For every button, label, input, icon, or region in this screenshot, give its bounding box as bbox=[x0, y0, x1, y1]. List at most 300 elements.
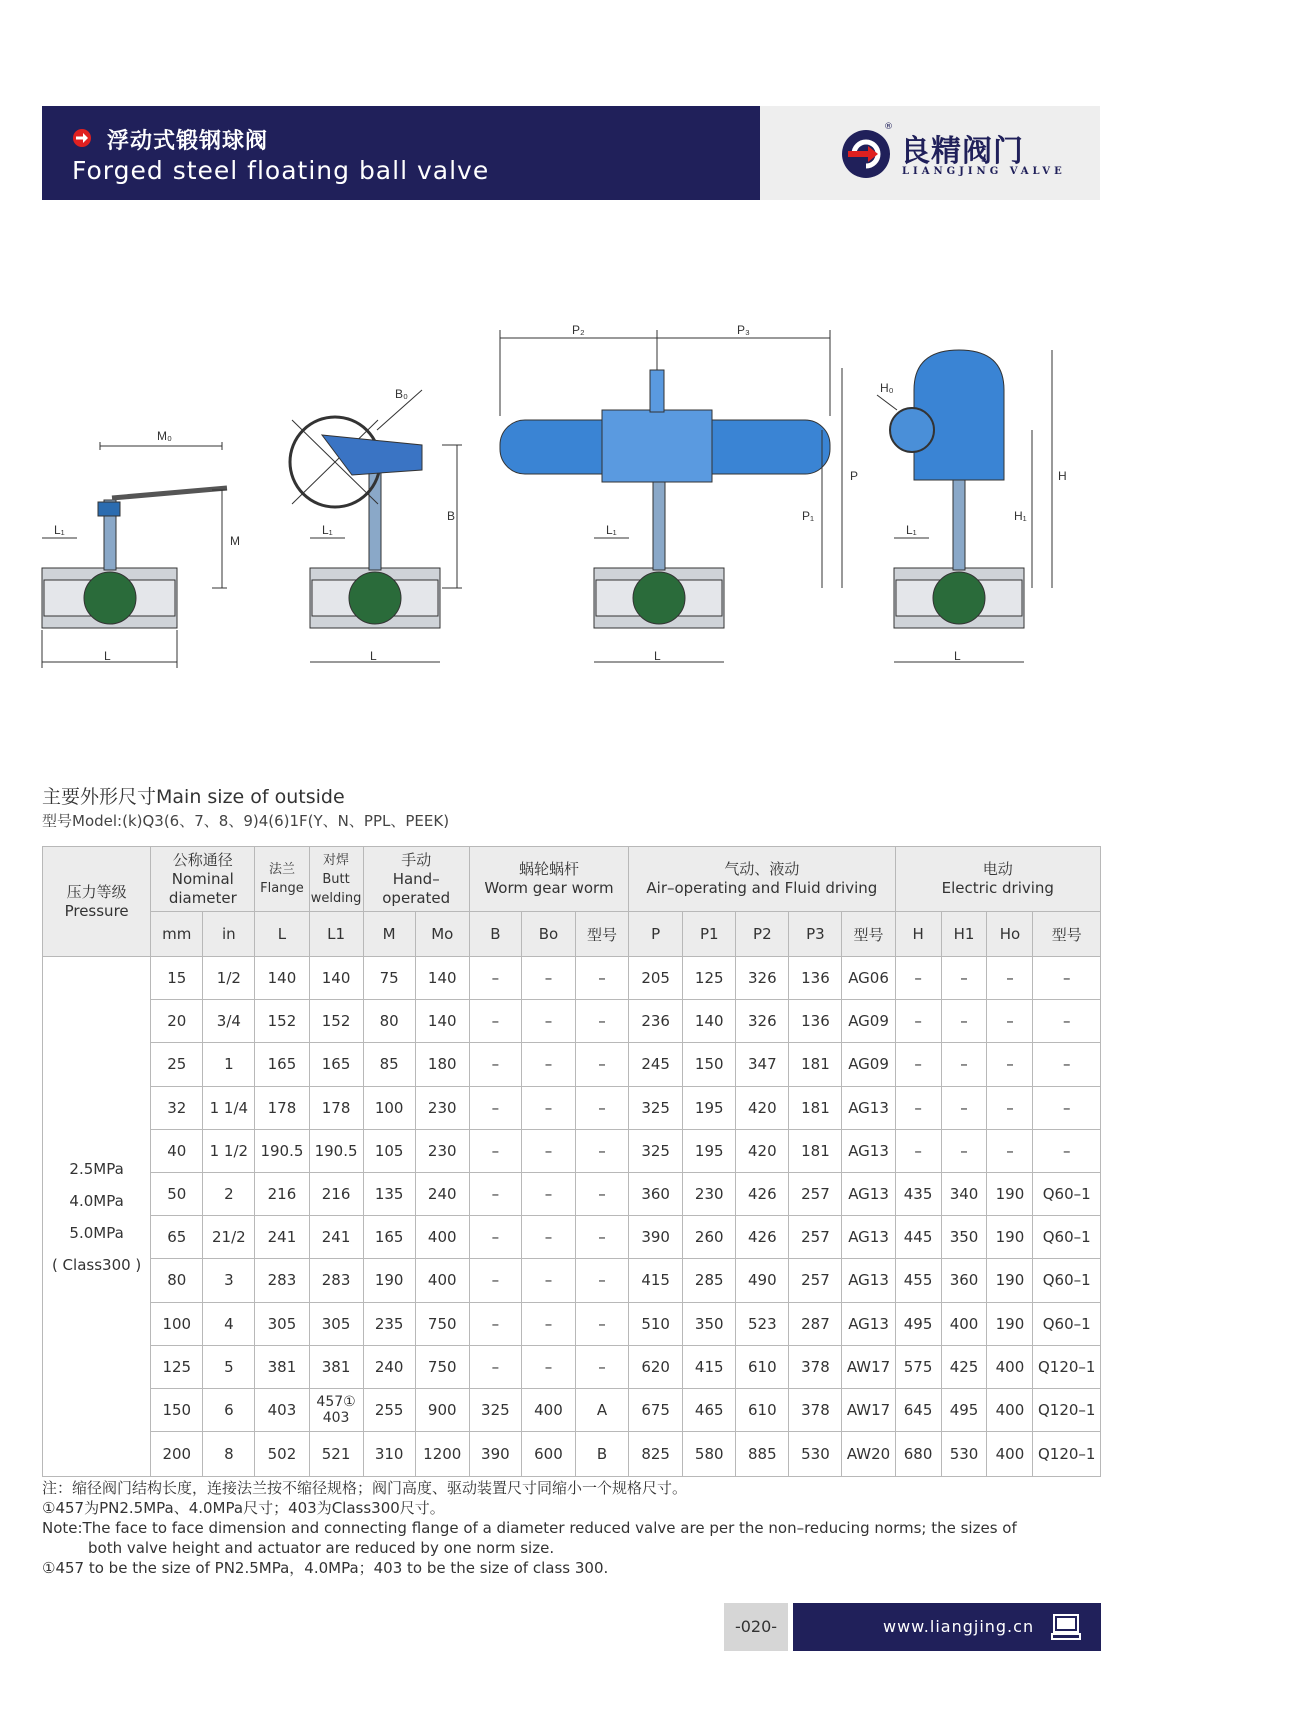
table-row bbox=[43, 1043, 1101, 1086]
page-number: -020- bbox=[724, 1603, 788, 1651]
table-cell: 400 bbox=[415, 1259, 469, 1302]
table-cell: – bbox=[576, 1000, 629, 1043]
table-cell: 80 bbox=[151, 1259, 203, 1302]
table-cell: 620 bbox=[629, 1345, 683, 1388]
label-l-b: L bbox=[370, 649, 377, 663]
table-cell: 285 bbox=[683, 1259, 736, 1302]
table-cell: 1/2 bbox=[203, 957, 255, 1000]
table-cell: 530 bbox=[789, 1432, 842, 1477]
column-header: L bbox=[255, 912, 309, 957]
table-cell: 350 bbox=[683, 1302, 736, 1345]
drawing-hand-operated bbox=[42, 429, 240, 668]
table-cell: – bbox=[941, 1129, 987, 1172]
table-cell: – bbox=[941, 1043, 987, 1086]
table-cell: – bbox=[987, 1043, 1033, 1086]
table-cell: – bbox=[576, 957, 629, 1000]
pressure-value: 2.5MPa bbox=[69, 1159, 124, 1178]
pressure-value: 5.0MPa bbox=[69, 1223, 124, 1242]
table-row bbox=[43, 1086, 1101, 1129]
note-en-2: both valve height and actuator are reduced by one norm size. bbox=[88, 1539, 555, 1557]
table-cell: 347 bbox=[736, 1043, 789, 1086]
table-row bbox=[43, 1172, 1101, 1215]
notes bbox=[42, 1478, 1017, 1578]
table-cell: 610 bbox=[736, 1345, 789, 1388]
drawing-electric bbox=[877, 350, 1067, 663]
label-p2: P₂ bbox=[572, 323, 585, 337]
table-cell: Q120–1 bbox=[1033, 1432, 1101, 1477]
table-cell: 180 bbox=[415, 1043, 469, 1086]
table-cell: – bbox=[576, 1172, 629, 1215]
table-cell: – bbox=[987, 957, 1033, 1000]
label-l1-a: L₁ bbox=[54, 523, 65, 537]
table-cell: B bbox=[576, 1432, 629, 1477]
table-cell: AW17 bbox=[842, 1388, 895, 1431]
label-l-a: L bbox=[104, 649, 111, 663]
table-cell: AG09 bbox=[842, 1043, 895, 1086]
dimension-table bbox=[42, 846, 1101, 1477]
table-cell: 403 bbox=[255, 1388, 309, 1431]
table-cell: 190 bbox=[987, 1259, 1033, 1302]
table-cell: 140 bbox=[255, 957, 309, 1000]
table-cell: 575 bbox=[895, 1345, 941, 1388]
column-header: L1 bbox=[309, 912, 363, 957]
table-cell: – bbox=[1033, 1086, 1101, 1129]
table-cell: 381 bbox=[309, 1345, 363, 1388]
table-cell: AG13 bbox=[842, 1129, 895, 1172]
table-cell: 378 bbox=[789, 1388, 842, 1431]
table-cell: 750 bbox=[415, 1345, 469, 1388]
header-worm: 蜗轮蜗杆 Worm gear worm bbox=[469, 847, 628, 912]
table-cell: AG06 bbox=[842, 957, 895, 1000]
table-cell: 340 bbox=[941, 1172, 987, 1215]
table-cell: 305 bbox=[309, 1302, 363, 1345]
table-cell: – bbox=[941, 1000, 987, 1043]
header-air: 气动、液动 Air–operating and Fluid driving bbox=[629, 847, 896, 912]
table-cell: 136 bbox=[789, 1000, 842, 1043]
label-h: H bbox=[1058, 469, 1067, 483]
table-cell: 6 bbox=[203, 1388, 255, 1431]
column-header: Bo bbox=[521, 912, 575, 957]
table-cell: 305 bbox=[255, 1302, 309, 1345]
table-cell: 75 bbox=[363, 957, 415, 1000]
table-cell: – bbox=[469, 957, 521, 1000]
table-cell: – bbox=[895, 1086, 941, 1129]
table-cell: 140 bbox=[415, 1000, 469, 1043]
table-cell: 190 bbox=[987, 1302, 1033, 1345]
table-row bbox=[43, 1345, 1101, 1388]
table-cell: AG13 bbox=[842, 1216, 895, 1259]
table-cell: 165 bbox=[309, 1043, 363, 1086]
table-cell: 350 bbox=[941, 1216, 987, 1259]
table-cell: 325 bbox=[469, 1388, 521, 1431]
table-cell: Q60–1 bbox=[1033, 1216, 1101, 1259]
table-cell: 495 bbox=[941, 1388, 987, 1431]
table-cell: 230 bbox=[415, 1086, 469, 1129]
table-cell: – bbox=[576, 1302, 629, 1345]
table-cell: 230 bbox=[683, 1172, 736, 1215]
table-cell: 125 bbox=[683, 957, 736, 1000]
table-cell: 257 bbox=[789, 1259, 842, 1302]
table-cell: – bbox=[469, 1172, 521, 1215]
table-cell: 257 bbox=[789, 1216, 842, 1259]
header-banner bbox=[42, 106, 760, 200]
column-header: H bbox=[895, 912, 941, 957]
table-cell: 675 bbox=[629, 1388, 683, 1431]
column-header: P1 bbox=[683, 912, 736, 957]
table-cell: 1 1/2 bbox=[203, 1129, 255, 1172]
logo-english: LIANGJING VALVE bbox=[902, 166, 1066, 177]
table-cell: 326 bbox=[736, 1000, 789, 1043]
table-cell: 400 bbox=[987, 1388, 1033, 1431]
table-cell: 190.5 bbox=[255, 1129, 309, 1172]
table-cell: 426 bbox=[736, 1172, 789, 1215]
column-header: 型号 bbox=[1033, 912, 1101, 957]
column-header: mm bbox=[151, 912, 203, 957]
table-cell: 135 bbox=[363, 1172, 415, 1215]
table-cell: 255 bbox=[363, 1388, 415, 1431]
table-cell: Q60–1 bbox=[1033, 1259, 1101, 1302]
table-cell: 426 bbox=[736, 1216, 789, 1259]
brand-logo-icon bbox=[840, 128, 892, 180]
table-cell: – bbox=[1033, 1000, 1101, 1043]
note-en-1: Note:The face to face dimension and connecting flange of a diameter reduced valve are per the non–reducing norms; the sizes of bbox=[42, 1519, 1017, 1537]
table-cell: 21/2 bbox=[203, 1216, 255, 1259]
label-m0: M₀ bbox=[157, 429, 172, 443]
table-row bbox=[43, 1000, 1101, 1043]
table-cell: 490 bbox=[736, 1259, 789, 1302]
table-cell: 105 bbox=[363, 1129, 415, 1172]
table-cell: – bbox=[941, 957, 987, 1000]
note-en-3: ①457 to be the size of PN2.5MPa，4.0MPa；403 to be the size of class 300. bbox=[42, 1559, 609, 1577]
table-cell: – bbox=[987, 1000, 1033, 1043]
column-header: M bbox=[363, 912, 415, 957]
column-header: B bbox=[469, 912, 521, 957]
table-cell: 152 bbox=[309, 1000, 363, 1043]
table-cell: 2 bbox=[203, 1172, 255, 1215]
table-cell: 445 bbox=[895, 1216, 941, 1259]
note-cn-2: ①457为PN2.5MPa、4.0MPa尺寸；403为Class300尺寸。 bbox=[42, 1499, 445, 1517]
brand-logo-area bbox=[760, 106, 1100, 200]
table-cell: AW20 bbox=[842, 1432, 895, 1477]
table-cell: 420 bbox=[736, 1129, 789, 1172]
section-title: 主要外形尺寸Main size of outside bbox=[42, 786, 345, 808]
table-row bbox=[43, 1432, 1101, 1477]
table-cell: 165 bbox=[255, 1043, 309, 1086]
label-p: P bbox=[850, 469, 859, 483]
label-h1: H₁ bbox=[1014, 509, 1027, 523]
table-cell: 165 bbox=[363, 1216, 415, 1259]
label-l-d: L bbox=[954, 649, 961, 663]
table-cell: A bbox=[576, 1388, 629, 1431]
model-number: 型号Model:(k)Q3(6、7、8、9)4(6)1F(Y、N、PPL、PEEK) bbox=[42, 812, 450, 830]
table-cell: 20 bbox=[151, 1000, 203, 1043]
table-cell: 236 bbox=[629, 1000, 683, 1043]
table-cell: 150 bbox=[683, 1043, 736, 1086]
table-cell: AG13 bbox=[842, 1259, 895, 1302]
table-cell: – bbox=[576, 1043, 629, 1086]
computer-icon bbox=[1051, 1613, 1081, 1641]
table-cell: – bbox=[469, 1000, 521, 1043]
table-cell: 200 bbox=[151, 1432, 203, 1477]
table-cell: 283 bbox=[309, 1259, 363, 1302]
table-cell: AG13 bbox=[842, 1302, 895, 1345]
table-cell: 241 bbox=[255, 1216, 309, 1259]
table-cell: – bbox=[941, 1086, 987, 1129]
table-cell: 390 bbox=[629, 1216, 683, 1259]
table-cell: 181 bbox=[789, 1043, 842, 1086]
table-cell: 235 bbox=[363, 1302, 415, 1345]
table-cell: 390 bbox=[469, 1432, 521, 1477]
table-cell: 3/4 bbox=[203, 1000, 255, 1043]
label-m: M bbox=[230, 534, 240, 548]
label-h0: H₀ bbox=[880, 381, 894, 395]
table-cell: – bbox=[521, 1129, 575, 1172]
table-cell: – bbox=[469, 1086, 521, 1129]
table-cell: 230 bbox=[415, 1129, 469, 1172]
table-cell: 257 bbox=[789, 1172, 842, 1215]
table-cell: – bbox=[469, 1216, 521, 1259]
label-b0: B₀ bbox=[395, 387, 408, 401]
table-cell: 287 bbox=[789, 1302, 842, 1345]
table-cell: 178 bbox=[309, 1086, 363, 1129]
column-header: H1 bbox=[941, 912, 987, 957]
table-cell: 50 bbox=[151, 1172, 203, 1215]
table-cell: – bbox=[576, 1086, 629, 1129]
table-cell: – bbox=[521, 1302, 575, 1345]
table-cell: 510 bbox=[629, 1302, 683, 1345]
table-cell: – bbox=[469, 1302, 521, 1345]
table-cell: – bbox=[576, 1129, 629, 1172]
table-cell: 140 bbox=[309, 957, 363, 1000]
column-header: 型号 bbox=[576, 912, 629, 957]
label-l1-d: L₁ bbox=[906, 523, 917, 537]
table-cell: – bbox=[987, 1086, 1033, 1129]
logo-chinese: 良精阀门 bbox=[900, 134, 1024, 169]
table-cell: 435 bbox=[895, 1172, 941, 1215]
table-cell: – bbox=[1033, 1129, 1101, 1172]
table-cell: 140 bbox=[683, 1000, 736, 1043]
table-cell: 40 bbox=[151, 1129, 203, 1172]
column-header: in bbox=[203, 912, 255, 957]
table-cell: 400 bbox=[987, 1432, 1033, 1477]
table-cell: – bbox=[576, 1216, 629, 1259]
table-cell: – bbox=[469, 1345, 521, 1388]
column-header: Ho bbox=[987, 912, 1033, 957]
table-cell: 885 bbox=[736, 1432, 789, 1477]
header-electric: 电动 Electric driving bbox=[895, 847, 1100, 912]
header-hand: 手动 Hand–operated bbox=[363, 847, 469, 912]
table-cell: 150 bbox=[151, 1388, 203, 1431]
table-cell: 190 bbox=[987, 1216, 1033, 1259]
valve-drawings bbox=[42, 323, 1102, 690]
column-header: P3 bbox=[789, 912, 842, 957]
table-cell: – bbox=[987, 1129, 1033, 1172]
table-cell: – bbox=[521, 957, 575, 1000]
table-cell: – bbox=[521, 1259, 575, 1302]
table-cell: 600 bbox=[521, 1432, 575, 1477]
table-cell: 178 bbox=[255, 1086, 309, 1129]
label-b: B bbox=[447, 509, 456, 523]
table-cell: 750 bbox=[415, 1302, 469, 1345]
table-cell: 495 bbox=[895, 1302, 941, 1345]
title-chinese: 浮动式锻钢球阀 bbox=[107, 129, 269, 154]
table-cell: 136 bbox=[789, 957, 842, 1000]
table-cell: 190.5 bbox=[309, 1129, 363, 1172]
table-cell: Q60–1 bbox=[1033, 1172, 1101, 1215]
table-cell: 100 bbox=[151, 1302, 203, 1345]
table-cell: 502 bbox=[255, 1432, 309, 1477]
table-cell: 15 bbox=[151, 957, 203, 1000]
footer-bar bbox=[793, 1603, 1101, 1651]
table-cell: AW17 bbox=[842, 1345, 895, 1388]
table-cell: 245 bbox=[629, 1043, 683, 1086]
column-header: Mo bbox=[415, 912, 469, 957]
table-cell: 325 bbox=[629, 1129, 683, 1172]
table-row bbox=[43, 957, 1101, 1000]
table-cell: 195 bbox=[683, 1129, 736, 1172]
note-cn-1: 注：缩径阀门结构长度，连接法兰按不缩径规格；阀门高度、驱动装置尺寸同缩小一个规格尺寸。 bbox=[42, 1479, 688, 1497]
table-cell: – bbox=[469, 1129, 521, 1172]
table-cell: – bbox=[576, 1345, 629, 1388]
table-cell: – bbox=[469, 1043, 521, 1086]
table-row bbox=[43, 1388, 1101, 1431]
table-cell: 195 bbox=[683, 1086, 736, 1129]
table-cell: 457① 403 bbox=[309, 1388, 363, 1431]
header-pressure: 压力等级 Pressure bbox=[43, 847, 151, 957]
pressure-cell bbox=[43, 957, 151, 1477]
table-cell: – bbox=[895, 1043, 941, 1086]
table-cell: 381 bbox=[255, 1345, 309, 1388]
table-cell: 360 bbox=[629, 1172, 683, 1215]
header-butt: 对焊 Butt welding bbox=[309, 847, 363, 912]
table-cell: 326 bbox=[736, 957, 789, 1000]
table-row bbox=[43, 1216, 1101, 1259]
table-row bbox=[43, 1259, 1101, 1302]
table-cell: – bbox=[895, 957, 941, 1000]
table-cell: 455 bbox=[895, 1259, 941, 1302]
table-cell: 360 bbox=[941, 1259, 987, 1302]
pressure-value: ( Class300 ) bbox=[51, 1255, 142, 1274]
drawing-pneumatic bbox=[500, 323, 858, 663]
table-cell: – bbox=[521, 1216, 575, 1259]
table-cell: 580 bbox=[683, 1432, 736, 1477]
table-row bbox=[43, 1129, 1101, 1172]
table-cell: 216 bbox=[309, 1172, 363, 1215]
table-cell: 415 bbox=[683, 1345, 736, 1388]
table-cell: Q120–1 bbox=[1033, 1388, 1101, 1431]
table-cell: 1 bbox=[203, 1043, 255, 1086]
table-cell: 190 bbox=[363, 1259, 415, 1302]
table-cell: 4 bbox=[203, 1302, 255, 1345]
table-cell: – bbox=[521, 1086, 575, 1129]
table-cell: – bbox=[895, 1000, 941, 1043]
label-l1-b: L₁ bbox=[322, 523, 333, 537]
table-cell: 100 bbox=[363, 1086, 415, 1129]
table-cell: 140 bbox=[415, 957, 469, 1000]
table-cell: 205 bbox=[629, 957, 683, 1000]
table-cell: 400 bbox=[521, 1388, 575, 1431]
table-cell: 900 bbox=[415, 1388, 469, 1431]
table-cell: 523 bbox=[736, 1302, 789, 1345]
drawing-worm-gear bbox=[290, 387, 462, 663]
table-cell: 521 bbox=[309, 1432, 363, 1477]
table-cell: 530 bbox=[941, 1432, 987, 1477]
table-cell: 378 bbox=[789, 1345, 842, 1388]
label-p1: P₁ bbox=[802, 509, 815, 523]
column-header-row bbox=[43, 912, 1101, 957]
table-cell: 260 bbox=[683, 1216, 736, 1259]
table-cell: 325 bbox=[629, 1086, 683, 1129]
table-cell: 465 bbox=[683, 1388, 736, 1431]
column-header: P bbox=[629, 912, 683, 957]
table-cell: 65 bbox=[151, 1216, 203, 1259]
table-cell: – bbox=[1033, 957, 1101, 1000]
table-cell: – bbox=[576, 1259, 629, 1302]
table-cell: 400 bbox=[987, 1345, 1033, 1388]
table-cell: – bbox=[521, 1345, 575, 1388]
table-cell: 181 bbox=[789, 1129, 842, 1172]
label-l-c: L bbox=[654, 649, 661, 663]
table-cell: 415 bbox=[629, 1259, 683, 1302]
table-cell: – bbox=[521, 1000, 575, 1043]
header-nominal: 公称通径 Nominal diameter bbox=[151, 847, 255, 912]
table-cell: – bbox=[469, 1259, 521, 1302]
table-cell: 3 bbox=[203, 1259, 255, 1302]
table-cell: 240 bbox=[363, 1345, 415, 1388]
column-header: 型号 bbox=[842, 912, 895, 957]
table-cell: 310 bbox=[363, 1432, 415, 1477]
header-flange: 法兰 Flange bbox=[255, 847, 309, 912]
table-cell: 8 bbox=[203, 1432, 255, 1477]
table-cell: 680 bbox=[895, 1432, 941, 1477]
table-cell: 425 bbox=[941, 1345, 987, 1388]
table-cell: 825 bbox=[629, 1432, 683, 1477]
table-cell: 240 bbox=[415, 1172, 469, 1215]
table-cell: 5 bbox=[203, 1345, 255, 1388]
table-cell: Q60–1 bbox=[1033, 1302, 1101, 1345]
table-cell: – bbox=[1033, 1043, 1101, 1086]
table-cell: 400 bbox=[941, 1302, 987, 1345]
table-cell: 32 bbox=[151, 1086, 203, 1129]
table-cell: 190 bbox=[987, 1172, 1033, 1215]
table-cell: AG13 bbox=[842, 1172, 895, 1215]
table-cell: 645 bbox=[895, 1388, 941, 1431]
table-cell: – bbox=[895, 1129, 941, 1172]
table-cell: – bbox=[521, 1172, 575, 1215]
title-english: Forged steel floating ball valve bbox=[72, 156, 490, 185]
table-cell: 420 bbox=[736, 1086, 789, 1129]
table-cell: 125 bbox=[151, 1345, 203, 1388]
table-cell: 400 bbox=[415, 1216, 469, 1259]
table-cell: 152 bbox=[255, 1000, 309, 1043]
table-cell: 1200 bbox=[415, 1432, 469, 1477]
label-p3: P₃ bbox=[737, 323, 750, 337]
table-cell: 25 bbox=[151, 1043, 203, 1086]
table-cell: 1 1/4 bbox=[203, 1086, 255, 1129]
table-cell: 85 bbox=[363, 1043, 415, 1086]
registered-mark: ® bbox=[884, 122, 893, 132]
table-cell: AG09 bbox=[842, 1000, 895, 1043]
table-cell: Q120–1 bbox=[1033, 1345, 1101, 1388]
table-cell: 216 bbox=[255, 1172, 309, 1215]
table-cell: 80 bbox=[363, 1000, 415, 1043]
table-cell: 610 bbox=[736, 1388, 789, 1431]
website-link[interactable]: www.liangjing.cn bbox=[883, 1617, 1035, 1636]
table-cell: 241 bbox=[309, 1216, 363, 1259]
label-l1-c: L₁ bbox=[606, 523, 617, 537]
table-cell: 283 bbox=[255, 1259, 309, 1302]
pressure-value: 4.0MPa bbox=[69, 1191, 124, 1210]
